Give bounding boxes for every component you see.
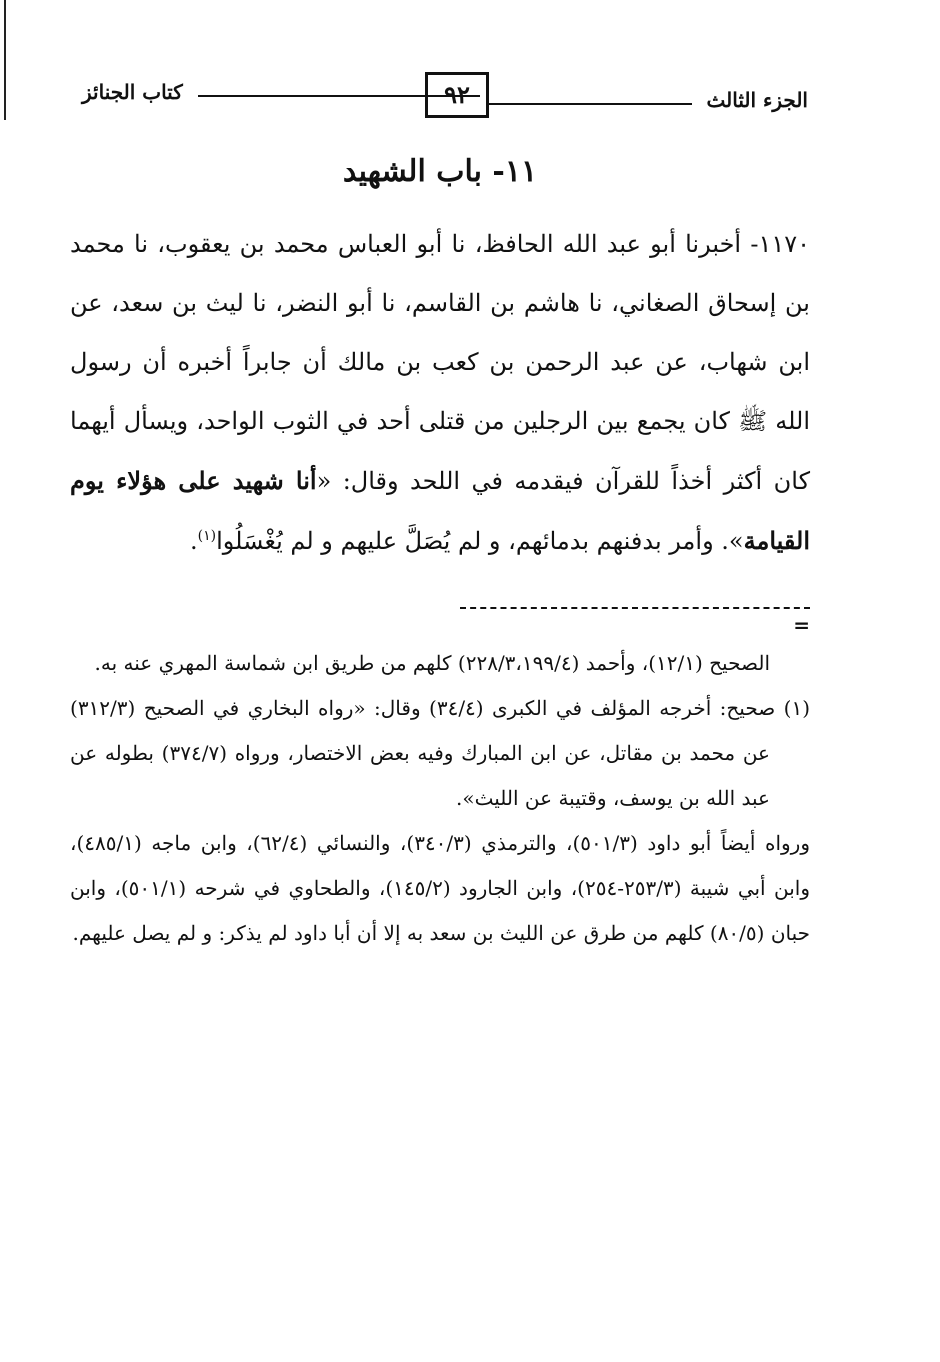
hadith-text-b: ». وأمر بدفنهم بدمائهم، و لم يُصَلَّ عليهم و لم يُغْسَلُوا [216,527,744,555]
header-part-label: الجزء الثالث [706,88,808,112]
footnote-continuation-mark: = [793,613,810,637]
chapter-title: ١١- باب الشهيد [342,154,538,189]
footnotes-section [70,641,810,956]
footnote-1-extra: ورواه أيضاً أبو داود (٥٠١/٣)، والترمذي (٣٤٠/٣)، والنسائي (٦٢/٤)، وابن ماجه (٤٨٥/١)، وابن أبي شيبة (٢٥٣/٣-٢٥٤)، وابن الجارود (١٤٥/٢)، والطحاوي في شرحه (٥٠١/١)، وابن حبان (٨٠/٥) كلهم من طرق عن الليث بن سعد به إلا أن أبا داود لم يذكر: و لم يصل عليهم. [70,831,811,945]
hadith-paragraph [70,215,810,571]
header-rule-right [480,103,692,105]
page-number-box: ٩٢ [425,72,489,118]
footnote-1: (١) صحيح: أخرجه المؤلف في الكبرى (٣٤/٤) وقال: «رواه البخاري في الصحيح (٣١٢/٣) عن محمد بن مقاتل، عن ابن المبارك وفيه بعض الاختصار، ورواه (٣٧٤/٧) بطوله عن عبد الله بن يوسف، وقتيبة عن الليث». [70,696,810,810]
hadith-quote-bold: أنا شهيد على هؤلاء يوم القيامة [70,466,810,555]
running-header [70,70,810,126]
header-book-label: كتاب الجنائز [82,80,183,104]
footnote-continuation: الصحيح (١٢/١)، وأحمد (٢٢٨/٣،١٩٩/٤) كلهم من طريق ابن شماسة المهري عنه به. [94,651,770,675]
footnote-dashed-rule [460,607,810,609]
hadith-body [70,215,810,571]
header-rule-left [198,95,480,97]
book-page [70,70,810,956]
hadith-text-end: . [189,527,198,555]
footnote-reference: (١) [197,528,217,544]
scan-edge-line [4,0,6,120]
hadith-text-a: ١١٧٠- أخبرنا أبو عبد الله الحافظ، نا أبو العباس محمد بن يعقوب، نا محمد بن إسحاق الصغاني، نا هاشم بن القاسم، نا أبو النضر، نا ليث بن سعد، عن ابن شهاب، عن عبد الرحمن بن كعب بن مالك أن جابراً أخبره أن رسول الله ﷺ كان يجمع بين الرجلين من قتلى أحد في الثوب الواحد، ويسأل أيهما كان أكثر أخذاً للقرآن فيقدمه في اللحد وقال: « [70,230,811,495]
footnote-separator [70,601,810,641]
